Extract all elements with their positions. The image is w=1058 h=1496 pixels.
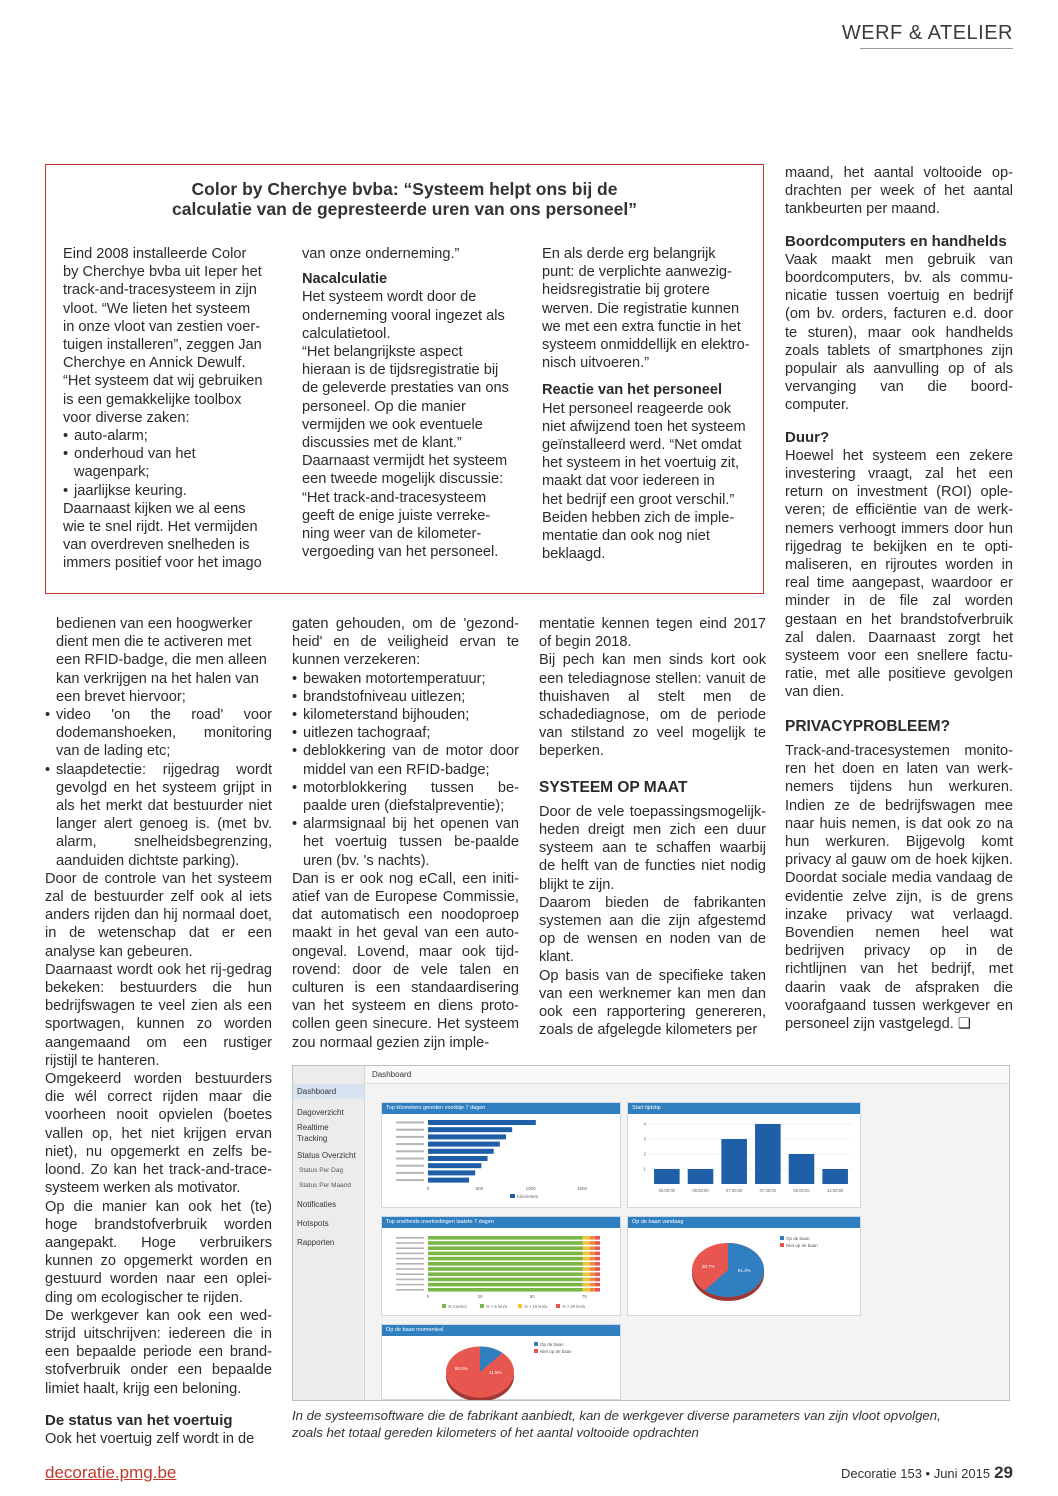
nav-dagoverzicht[interactable]: Dagoverzicht [297, 1108, 344, 1117]
text-line: geïnstalleerd werd. “Net omdat [542, 437, 742, 454]
tick-label: 25 [477, 1294, 483, 1299]
panel2-title: Start tijdstip [628, 1103, 860, 1114]
y-tick-label: 3 [643, 1136, 646, 1142]
panel-top-kilometers [381, 1102, 621, 1208]
bar [428, 1170, 475, 1175]
bar-segment [590, 1257, 595, 1261]
category-label [396, 1253, 424, 1255]
mc1-bullet-1: • video 'on the road' voor dodemanshoeken, monitoring van de lading etc; [45, 706, 272, 761]
nav-notificaties[interactable]: Notificaties [297, 1200, 337, 1209]
bar-segment [583, 1241, 590, 1245]
legend-label: % > 20 km/u [562, 1304, 586, 1309]
mc3-para-4: Daarom bieden de fabrikanten systemen aan die zijn afgestemd op de wensen en noden van de klant. [539, 894, 766, 966]
mc2-intro: gaten gehouden, om de 'gezond-heid' en de veiligheid ervan te kunnen verzekeren: [292, 616, 519, 669]
y-tick-label: 1 [643, 1166, 646, 1172]
bar-segment [583, 1288, 590, 1292]
legend-label: % Correct [448, 1304, 467, 1309]
bar-segment [428, 1288, 583, 1292]
category-label [396, 1150, 424, 1152]
text-line: Daarnaast kijken we al eens [63, 500, 246, 517]
x-tick-label: 07:30:00 [759, 1188, 776, 1193]
bar-segment [583, 1278, 590, 1282]
text-line: “Het systeem dat wij gebruiken [63, 373, 263, 390]
bar [822, 1169, 848, 1184]
nav-hotspots[interactable]: Hotspots [297, 1219, 329, 1228]
bar-segment [595, 1246, 600, 1250]
tick-label: 1500 [576, 1186, 588, 1191]
legend-label: Niet op de baan [540, 1349, 572, 1354]
panel3-chart [382, 1228, 622, 1316]
bar-segment [590, 1236, 595, 1240]
text-line: nisch uitvoeren.” [542, 355, 650, 372]
panel2-chart [628, 1114, 862, 1208]
panel-op-de-baan-momenteel [381, 1324, 621, 1400]
mc1-para-3: Omgekeerd worden bestuurders die wél correct rijden maar die voorheen nooit opvielen (boetes vallen op, het niet krijgen ervan niet), nu opgemerkt en zelfs be-loond. Zo kan het track-and-trace-systeem werken als motivator. [45, 1071, 272, 1197]
bar-segment [595, 1257, 600, 1261]
bar [428, 1134, 506, 1139]
text-line: voor diverse zaken: [63, 409, 190, 426]
text-line: we met een extra functie in het [542, 318, 741, 335]
text-line: dient men die te activeren met [56, 634, 252, 651]
mc1-para-4: Op die manier kan ook het (te) hoge brandstofverbruik worden aangepakt. Hoge verbruikers kunnen zo opgemerkt worden en gestuurd worden naar een oplei-ding om ecologischer te rijden. [45, 1198, 272, 1306]
text-line: • brandstofniveau uitlezen; [292, 688, 519, 706]
bar-segment [595, 1288, 600, 1292]
category-label [396, 1143, 424, 1145]
bar-segment [595, 1267, 600, 1271]
panel-op-de-baan-vandaag [627, 1216, 861, 1316]
bar-segment [428, 1246, 583, 1250]
bar-segment [595, 1283, 600, 1287]
footer-issue [841, 1463, 1013, 1483]
bar-segment [595, 1278, 600, 1282]
text-line: bedienen van een hoogwerker [56, 616, 253, 632]
legend-swatch [780, 1236, 784, 1240]
category-label [396, 1289, 424, 1291]
bar [428, 1149, 494, 1154]
mc1-para-2: Daarnaast wordt ook het rij-gedrag bekeken: bestuurders die hun bedrijfswagen te veel zien als een sportwagen, kunnen zo worden aangemaand om een rustiger rijstijl te hanteren. [45, 961, 272, 1069]
nav-dashboard[interactable]: Dashboard [293, 1084, 364, 1099]
category-label [396, 1122, 424, 1124]
text-line: een RFID-badge, die men alleen [56, 652, 267, 669]
pie-label: 61.3% [737, 1268, 751, 1273]
footer-issue-text: Decoratie 153 • Juni 2015 [840, 1466, 991, 1481]
text-line: wie te snel rijdt. Het vermijden [63, 519, 258, 536]
pie-label: 88.5% [454, 1366, 468, 1371]
nav-status-per-dag[interactable]: Status Per Dag [299, 1167, 344, 1174]
bar-segment [428, 1252, 583, 1256]
category-label [396, 1268, 424, 1270]
text-line: onderneming vooral ingezet als [302, 307, 505, 324]
bar-segment [428, 1236, 583, 1240]
bar [654, 1169, 680, 1184]
bar-segment [583, 1272, 590, 1276]
box-col2-heading: Nacalculatie [302, 271, 388, 288]
tick-label: 0 [426, 1294, 430, 1299]
legend-swatch [556, 1304, 560, 1308]
text-line: by Cherchye bvba uit Ieper het [63, 264, 262, 281]
text-line: “Het belangrijkste aspect [302, 344, 463, 361]
panel5-title: Op de baan momenteel [382, 1325, 620, 1336]
tick-label: 500 [475, 1186, 484, 1191]
bullet-item: • auto-alarm; [63, 427, 293, 445]
text-line: track-and-tracesysteem in zijn [63, 282, 257, 299]
main-column-3 [539, 615, 766, 1039]
nav-rapporten[interactable]: Rapporten [297, 1238, 335, 1247]
box-col3b-lines [542, 400, 762, 564]
text-line: het bedrijf een groot verschil.” [542, 491, 735, 508]
page-number: 29 [994, 1463, 1013, 1482]
category-label [396, 1158, 424, 1160]
text-line: een brevet hiervoor; [56, 688, 186, 705]
main-column-1 [45, 615, 272, 1448]
category-label [396, 1129, 424, 1131]
bar [428, 1163, 481, 1168]
bar [428, 1178, 469, 1183]
rc-para-3-wrap [785, 742, 1013, 1033]
bar [688, 1169, 714, 1184]
bar [428, 1127, 512, 1132]
bar-segment [583, 1257, 590, 1261]
mc3-para-3: Door de vele toepassingsmogelijk-heden dreigt men zich een duur systeem aan te schaffen waarbij de helft van de functies niet nodig blijkt te zijn. [539, 803, 766, 893]
text-line: • bewaken motortemperatuur; [292, 670, 519, 688]
bar-segment [428, 1283, 583, 1287]
box-col3-lines [542, 245, 762, 372]
panel3-title: Top snelheids overtredingen laatste 7 dagen [382, 1217, 620, 1228]
bar-segment [428, 1267, 583, 1271]
text-line: • alarmsignaal bij het openen van het voertuig tussen be-paalde uren (bv. 's nachts). [292, 815, 519, 870]
text-line: Beiden hebben zich de imple- [542, 509, 735, 526]
right-column [785, 164, 1013, 1033]
bar [721, 1139, 747, 1184]
text-line: is een gemakkelijke toolbox [63, 391, 242, 408]
box-col2-first: van onze onderneming.” [302, 246, 460, 262]
bar-segment [428, 1257, 583, 1261]
bar-segment [595, 1241, 600, 1245]
text-line: hieraan is de tijdsregistratie bij [302, 362, 499, 379]
bar-segment [595, 1272, 600, 1276]
text-line: mentatie dan ook nog niet [542, 528, 710, 545]
tick-label: 1000 [525, 1186, 536, 1191]
dashboard-title: Dashboard [366, 1066, 1009, 1084]
mc3-heading: SYSTEEM OP MAAT [539, 778, 688, 796]
text-line: maakt dat voor iedereen in [542, 473, 715, 490]
bar-segment [428, 1241, 583, 1245]
footer-site-link[interactable]: decoratie.pmg.be [45, 1463, 177, 1482]
bullet-item: • jaarlijkse keuring. [63, 482, 293, 500]
category-label [396, 1136, 424, 1138]
bar-segment [590, 1252, 595, 1256]
legend-swatch [780, 1243, 784, 1247]
text-line: de geleverde prestaties van ons [302, 380, 509, 397]
text-line: vloot. “We lieten het systeem [63, 300, 251, 317]
rc-para-1: Vaak maakt men gebruik van boordcomputers, bv. als commu-nicatie tussen voertuig en bedrijf (om bv. orders, facturen e.d. door te sturen), maar ook handhelds zoals tablets of smartphones zijn populair als aanvulling op of als vervanging van die boord-computer. [785, 251, 1013, 414]
x-tick-label: 12:00:00 [827, 1188, 844, 1193]
box-column-1 [63, 245, 293, 573]
text-line: • kilometerstand bijhouden; [292, 706, 519, 724]
text-line: heidsregistratie bij grotere [542, 282, 710, 299]
section-title-rule [860, 48, 1013, 49]
category-label [396, 1172, 424, 1174]
caption-line-1: In de systeemsoftware die de fabrikant aanbiedt, kan de werkgever diverse parameters van zijn vloot opvolgen, [292, 1408, 941, 1423]
boxed-title-line1: Color by Cherchye bvba: “Systeem helpt ons bij de [191, 179, 618, 199]
text-line: in onze vloot van zestien voer- [63, 318, 261, 335]
bar-segment [428, 1272, 583, 1276]
mc1-last: Ook het voertuig zelf wordt in de [45, 1430, 255, 1447]
pie-label: 38.7% [701, 1264, 715, 1269]
category-label [396, 1263, 424, 1265]
text-line: vergoeding van het personeel. [302, 544, 499, 561]
category-label [396, 1273, 424, 1275]
bar-segment [583, 1246, 590, 1250]
bar-segment [590, 1288, 595, 1292]
bar-segment [583, 1267, 590, 1271]
mc1-para-1: Door de controle van het systeem zal de bestuurder zelf ook al iets anders rijden dan hij normaal doet, in de wetenschap dat er een analyse kan gebeuren. [45, 870, 272, 960]
box-col3-heading: Reactie van het personeel [542, 382, 723, 399]
box-col1-lines [63, 245, 293, 427]
text-line: systeem onmiddellijk en elektro- [542, 337, 750, 354]
legend-label: Op de baan [786, 1236, 810, 1241]
bar [428, 1156, 488, 1161]
text-line: Eind 2008 installeerde Color [63, 246, 247, 262]
panel1-title: Top kilometers gereden voorbije 7 dagen [382, 1103, 620, 1114]
nav-status-overzicht[interactable]: Status Overzicht [297, 1151, 356, 1160]
bar-segment [583, 1262, 590, 1266]
boxed-title [46, 179, 763, 219]
box-col2-lines [302, 288, 532, 561]
bullet-item: wagenpark; [74, 464, 150, 481]
text-line: calculatietool. [302, 325, 391, 342]
mc1-para-5: De werkgever kan ook een wed-strijd uitschrijven: iedereen die in een bepaalde periode een brand-stofverbruik onder een bepaalde limiet haalt, krijg een beloning. [45, 1307, 272, 1397]
category-label [396, 1179, 424, 1181]
category-label [396, 1279, 424, 1281]
bar-segment [583, 1252, 590, 1256]
panel-start-tijdstip [627, 1102, 861, 1208]
bar-segment [428, 1262, 583, 1266]
legend-swatch [480, 1304, 484, 1308]
legend-label: % > 10 km/u [524, 1304, 548, 1309]
text-line: van overdreven snelheden is [63, 537, 250, 554]
mc3-para-1: mentatie kennen tegen eind 2017 of begin 2018. [539, 616, 766, 651]
bar [428, 1142, 500, 1147]
tick-label: 0 [426, 1186, 430, 1191]
text-line: kan verkrijgen na het halen van [56, 670, 259, 687]
box-col1-bullets [63, 427, 293, 500]
rc-para-0: maand, het aantal voltooide op-drachten per week of het aantal tankbeurten per maand. [785, 165, 1013, 218]
mc1-heading: De status van het voertuig [45, 1411, 233, 1429]
bar-segment [595, 1252, 600, 1256]
legend-swatch [518, 1304, 522, 1308]
bar-segment [590, 1283, 595, 1287]
text-line: tuigen installeren”, zeggen Jan [63, 337, 262, 354]
text-line: En als derde erg belangrijk [542, 246, 716, 262]
legend-swatch [510, 1194, 515, 1198]
text-line: Daarnaast vermijdt het systeem [302, 453, 508, 470]
boxed-title-line2: calculatie van de gepresteerde uren van ons personeel” [172, 199, 637, 219]
text-line: discussies met de klant.” [302, 435, 462, 452]
tick-label: 50 [529, 1294, 535, 1299]
legend-label: % > 5 km/u [486, 1304, 508, 1309]
end-mark: ❑ [957, 1015, 971, 1032]
category-label [396, 1165, 424, 1167]
pie-label: 11.5% [489, 1370, 502, 1375]
bar-segment [583, 1236, 590, 1240]
bar [755, 1124, 781, 1184]
text-line: geeft de enige juiste verreke- [302, 507, 491, 524]
x-tick-label: 07:00:00 [726, 1188, 743, 1193]
legend-swatch [534, 1342, 538, 1346]
nav-status-per-maand[interactable]: Status Per Maand [299, 1182, 352, 1189]
bar-segment [590, 1246, 595, 1250]
bar-segment [583, 1283, 590, 1287]
panel4-chart [628, 1228, 862, 1316]
text-line: • motorblokkering tussen be-paalde uren (diefstalpreventie); [292, 779, 519, 815]
panel4-title: Op de baan vandaag [628, 1217, 860, 1228]
panel1-chart [382, 1114, 622, 1208]
bar-segment [595, 1262, 600, 1266]
y-tick-label: 2 [643, 1151, 646, 1157]
caption-line-2: zoals het totaal gereden kilometers of het aantal voltooide opdrachten [292, 1425, 699, 1440]
bar [789, 1154, 815, 1184]
bar-segment [595, 1236, 600, 1240]
mc2-para-1: Dan is er ook nog eCall, een initi-atief van de Europese Commissie, dat automatisch een noodoproep maakt in het geval van een auto-ongeval. Lovend, maar ook tijd-rovend: door de vele talen en culturen is een standaardisering van het systeem en diens proto-collen geen sinecure. Het systeem zou normaal gezien zijn imple- [292, 870, 519, 1051]
dashboard-sidebar [293, 1066, 365, 1400]
mc3-para-5: Op basis van de specifieke taken van een werknemer kan men dan ook een rapportering genereren, zoals de afgelegde kilometers per [539, 967, 766, 1039]
legend-label: Kilometers [517, 1194, 539, 1199]
main-column-2 [292, 615, 519, 1052]
bar [428, 1120, 536, 1125]
legend-swatch [442, 1304, 446, 1308]
text-line: het systeem in het voertuig zit, [542, 455, 740, 472]
text-line: personeel. Op die manier [302, 398, 466, 415]
category-label [396, 1258, 424, 1260]
text-line: Cherchye en Annick Dewulf. [63, 355, 246, 372]
text-line: ning weer van de kilometer- [302, 526, 482, 543]
text-line: immers positief voor het imago [63, 555, 262, 572]
legend-label: Op de baan [540, 1342, 564, 1347]
bar-segment [590, 1262, 595, 1266]
text-line: Het personeel reageerde ook [542, 400, 732, 417]
text-line: punt: de verplichte aanwezig- [542, 264, 732, 281]
category-label [396, 1284, 424, 1286]
mc1-intro [45, 615, 272, 706]
text-line: een tweede mogelijk discussie: [302, 471, 504, 488]
box-column-3 [542, 245, 762, 563]
x-tick-label: 08:00:00 [793, 1188, 810, 1193]
text-line: vermijden we ook eventuele [302, 416, 483, 433]
category-label [396, 1237, 424, 1239]
boxed-article [45, 164, 764, 594]
text-line: niet afwijzend toen het systeem [542, 418, 746, 435]
bar-segment [590, 1241, 595, 1245]
text-line: “Het track-and-tracesysteem [302, 489, 487, 506]
bar-segment [590, 1278, 595, 1282]
legend-label: Niet op de baan [786, 1243, 818, 1248]
rc-heading-1: Boordcomputers en handhelds [785, 232, 1007, 250]
x-tick-label: 05:00:00 [658, 1188, 675, 1193]
tick-label: 75 [581, 1294, 587, 1299]
rc-heading-2: Duur? [785, 428, 830, 446]
mc3-para-2: Bij pech kan men sinds kort ook een telediagnose stellen: vanuit de thuishaven al stelt men de schadediagnose, om de periode van stilstand zo veel mogelijk te beperken. [539, 652, 766, 760]
rc-para-3: Track-and-tracesystemen monito-ren het doen en laten van werk-nemers tijdens hun werkuren. Indien ze de bedrijfswagen mee naar huis nemen, is dat ook zo na hun werkuren. Bijgevolg komt privacy al gauw om de hoek kijken. Doordat sociale media vandaag de evidentie zelve zijn, is de grens inzake privacy wat verlaagd. Bovendien nemen heel wat bedrijven privacy op in de richtlijnen van het bedrijf, met daarin vaak de afspraken die voorafgaand tussen werkgever en personeel zijn vastgelegd. [785, 742, 1013, 1032]
text-line: werven. Die registratie kunnen [542, 300, 740, 317]
box-col1-after [63, 500, 293, 573]
box-column-2 [302, 245, 532, 561]
rc-para-2: Hoewel het systeem een zekere investering vraagt, zal het een return on investment (ROI) ople-veren; de efficiëntie van de werk-nemers verhoogt immers door hun rijgedrag te bekijken en te opti-maliseren, en rijroutes worden in real time aangepast, waardoor er minder in de file zal worden gestaan en het brandstofverbruik zal dalen. Daarnaast zorgt het systeem voor een snellere factu-ratie, met alle positieve gevolgen van dien. [785, 447, 1013, 701]
legend-swatch [534, 1349, 538, 1353]
text-line: • deblokkering van de motor door middel van een RFID-badge; [292, 742, 519, 778]
figure-caption [292, 1407, 1012, 1441]
category-label [396, 1247, 424, 1249]
rc-heading-3: PRIVACYPROBLEEM? [785, 717, 951, 735]
mc2-bullets [292, 670, 519, 870]
panel5-chart [382, 1336, 622, 1400]
text-line: Het systeem wordt door de [302, 289, 477, 306]
bar-segment [590, 1272, 595, 1276]
bar-segment [590, 1267, 595, 1271]
dashboard-screenshot [292, 1065, 1010, 1401]
text-line: beklaagd. [542, 546, 606, 563]
category-label [396, 1242, 424, 1244]
mc1-bullet-2: • slaapdetectie: rijgedrag wordt gevolgd en het systeem grijpt in als het merkt dat bestuurder niet langer alert genoeg is. (met bv. alarm, snelheidsbegrenzing, aanduiden dichtste parking). [45, 761, 272, 870]
nav-realtime-tracking[interactable]: Realtime Tracking [297, 1123, 329, 1143]
panel-snelheid [381, 1216, 621, 1316]
bullet-item: • onderhoud van het [63, 445, 293, 463]
x-tick-label: 06:00:00 [692, 1188, 709, 1193]
section-title: WERF & ATELIER [841, 22, 1013, 44]
text-line: • uitlezen tachograaf; [292, 724, 519, 742]
y-tick-label: 4 [643, 1121, 646, 1127]
bar-segment [428, 1278, 583, 1282]
